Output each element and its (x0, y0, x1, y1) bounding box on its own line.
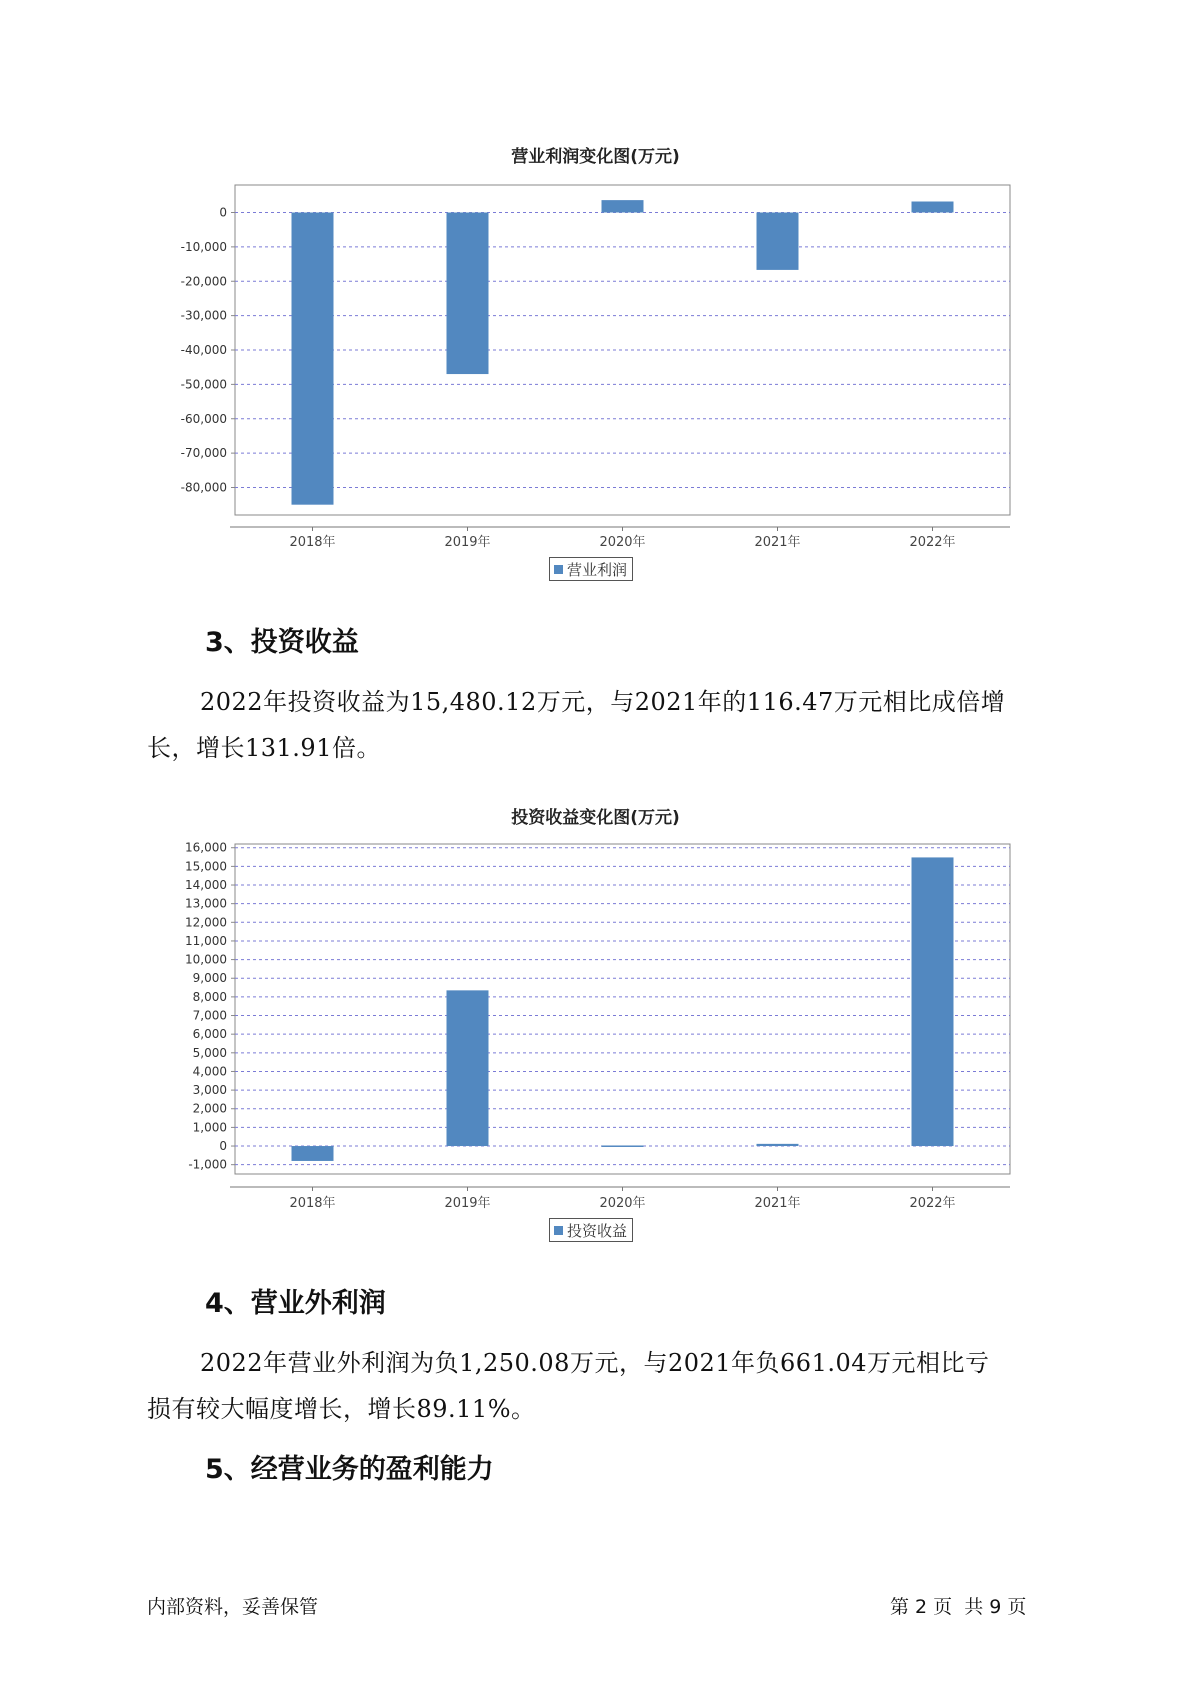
y-tick-label: 5,000 (192, 1045, 227, 1060)
paragraph-line: 2022年投资收益为15,480.12万元，与2021年的116.47万元相比成倍增 (200, 688, 1006, 716)
bar (447, 990, 489, 1146)
paragraph-line: 长，增长131.91倍。 (147, 734, 381, 762)
chart-legend-investment-income (549, 1218, 633, 1242)
bar (757, 1144, 799, 1146)
y-tick-label: 4,000 (192, 1064, 227, 1079)
paragraph-line: 2022年营业外利润为负1,250.08万元，与2021年负661.04万元相比亏 (200, 1349, 990, 1377)
y-tick-label: 0 (219, 205, 227, 220)
x-tick-label: 2020年 (599, 1196, 646, 1211)
y-tick-label: 14,000 (185, 878, 227, 893)
x-tick-label: 2021年 (754, 1196, 801, 1211)
bar (447, 213, 489, 375)
x-tick-label: 2018年 (289, 1196, 336, 1211)
y-tick-label: 16,000 (185, 840, 227, 855)
y-tick-label: -50,000 (180, 377, 227, 392)
bar (602, 200, 644, 212)
y-tick-label: 10,000 (185, 952, 227, 967)
y-tick-label: -60,000 (180, 411, 227, 426)
section-heading-investment-income: 3、投资收益 (205, 627, 359, 658)
x-tick-label: 2021年 (754, 535, 801, 550)
legend-swatch (554, 1226, 563, 1235)
y-tick-label: -1,000 (188, 1157, 227, 1172)
x-tick-label: 2018年 (289, 535, 336, 550)
x-tick-label: 2022年 (909, 535, 956, 550)
chart-legend-operating-profit (549, 557, 633, 581)
y-tick-label: 6,000 (192, 1027, 227, 1042)
y-tick-label: 1,000 (192, 1120, 227, 1135)
chart-title-operating-profit: 营业利润变化图(万元) (511, 147, 680, 167)
y-tick-label: 3,000 (192, 1083, 227, 1098)
y-tick-label: 2,000 (192, 1101, 227, 1116)
y-tick-label: 0 (219, 1139, 227, 1154)
y-tick-label: 12,000 (185, 915, 227, 930)
legend-swatch (554, 565, 563, 574)
footer-confidential-note: 内部资料，妥善保管 (147, 1596, 319, 1618)
bar (912, 857, 954, 1146)
chart-title-investment-income: 投资收益变化图(万元) (511, 808, 680, 828)
y-tick-label: -80,000 (180, 480, 227, 495)
investment-income-chart (0, 822, 1191, 1214)
y-tick-label: -40,000 (180, 343, 227, 357)
y-tick-label: 13,000 (185, 896, 227, 911)
y-tick-label: -30,000 (180, 308, 227, 323)
y-tick-label: -70,000 (180, 446, 227, 461)
bar (912, 202, 954, 213)
legend-label: 投资收益 (567, 1221, 628, 1240)
y-tick-label: 8,000 (192, 989, 227, 1004)
x-tick-label: 2020年 (599, 535, 646, 550)
x-tick-label: 2019年 (444, 1196, 491, 1211)
bar (757, 213, 799, 270)
plot-area (235, 844, 1010, 1174)
footer-page-number: 第 2 页 共 9 页 (890, 1596, 1027, 1618)
x-tick-label: 2019年 (444, 535, 491, 550)
section-heading-non-operating-profit: 4、营业外利润 (205, 1288, 386, 1319)
y-tick-label: -20,000 (180, 274, 227, 289)
bar (292, 1146, 334, 1161)
x-tick-label: 2022年 (909, 1196, 956, 1211)
legend-label: 营业利润 (567, 560, 628, 579)
bar (602, 1145, 644, 1147)
bar (292, 213, 334, 505)
paragraph-line: 损有较大幅度增长，增长89.11%。 (147, 1395, 536, 1423)
y-tick-label: 11,000 (185, 933, 227, 948)
y-tick-label: 9,000 (192, 971, 227, 986)
y-tick-label: 7,000 (192, 1008, 227, 1023)
y-tick-label: -10,000 (180, 239, 227, 254)
operating-profit-chart (0, 160, 1191, 550)
y-tick-label: 15,000 (185, 859, 227, 874)
section-heading-business-profitability: 5、经营业务的盈利能力 (205, 1454, 494, 1485)
